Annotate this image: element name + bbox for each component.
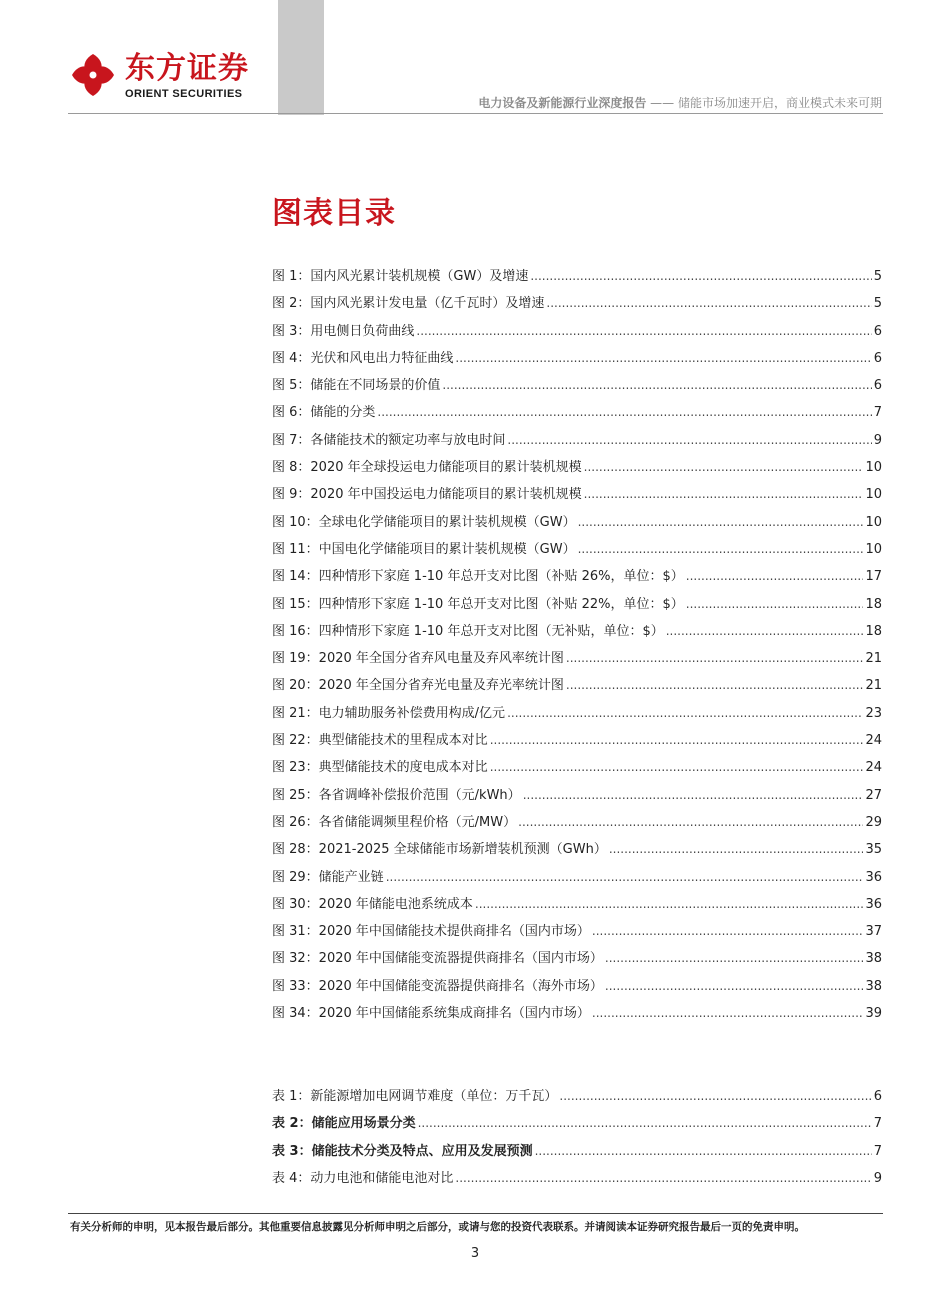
table-entry-page: 7 [873, 1143, 882, 1159]
dot-leader [490, 760, 864, 774]
figure-entry-label: 图 6：储能的分类 [272, 405, 376, 421]
table-entry[interactable] [272, 1140, 882, 1167]
orient-logo-icon [70, 52, 116, 98]
figure-entry[interactable] [272, 838, 882, 865]
dot-leader [592, 924, 864, 938]
dot-leader [686, 597, 864, 611]
figure-entry-page: 6 [873, 378, 882, 394]
figure-entry-label: 图 20：2020 年全国分省弃光电量及弃光率统计图 [272, 678, 564, 694]
dot-leader [566, 678, 864, 692]
table-entry-page: 9 [873, 1170, 882, 1186]
dot-leader [609, 842, 864, 856]
table-entry-page: 6 [873, 1089, 882, 1104]
figure-entry-page: 6 [873, 323, 882, 339]
table-entry-label: 表 3：储能技术分类及特点、应用及发展预测 [272, 1143, 533, 1159]
figure-entry-page: 39 [865, 1006, 882, 1022]
figure-entry[interactable] [272, 893, 882, 920]
brand-name-cn: 东方证券 [125, 51, 249, 86]
figure-entry-page: 21 [865, 651, 882, 667]
dot-leader [584, 487, 864, 501]
page-number: 3 [470, 1246, 480, 1261]
figure-entry[interactable] [272, 947, 882, 974]
figure-entry-label: 图 25：各省调峰补偿报价范围（元/kWh） [272, 787, 521, 803]
dot-leader [386, 870, 864, 884]
figure-entry[interactable] [272, 920, 882, 947]
figure-entry[interactable] [272, 565, 882, 592]
dot-leader [535, 1144, 872, 1158]
figure-entry-page: 10 [865, 460, 882, 476]
figure-entry-page: 6 [873, 350, 882, 366]
figure-entry-label: 图 1：国内风光累计装机规模（GW）及增速 [272, 269, 529, 284]
report-subtitle: 储能市场加速开启，商业模式未来可期 [677, 96, 882, 110]
dot-leader [578, 515, 864, 529]
dot-leader [605, 951, 864, 965]
dot-leader [530, 269, 871, 283]
figure-entry[interactable] [272, 620, 882, 647]
figure-entry-page: 5 [873, 269, 882, 284]
figure-entry-page: 17 [865, 569, 882, 585]
figure-entry-label: 图 26：各省储能调频里程价格（元/MW） [272, 814, 517, 830]
header-divider [68, 113, 883, 114]
figure-entry-page: 10 [865, 487, 882, 503]
report-category: 电力设备及新能源行业深度报告 [478, 96, 647, 110]
dot-leader [490, 733, 864, 747]
figure-entry-page: 38 [865, 978, 882, 994]
dot-leader [377, 405, 871, 419]
figure-entry-page: 7 [873, 405, 882, 421]
report-header [478, 94, 882, 111]
figure-entry-label: 图 14：四种情形下家庭 1-10 年总开支对比图（补贴 26%，单位：$） [272, 569, 684, 585]
figure-entry[interactable] [272, 975, 882, 1002]
figure-entry[interactable] [272, 702, 882, 729]
figure-entry-label: 图 2：国内风光累计发电量（亿千瓦时）及增速 [272, 296, 545, 312]
table-entry[interactable] [272, 1085, 882, 1112]
figure-entry[interactable] [272, 756, 882, 783]
dot-leader [418, 1116, 872, 1130]
figure-entry-page: 36 [865, 896, 882, 912]
dot-leader [507, 433, 871, 447]
figure-entry[interactable] [272, 647, 882, 674]
dot-leader [559, 1089, 871, 1103]
header-decor-bar [278, 0, 324, 115]
dot-leader [584, 460, 864, 474]
footer-disclaimer: 有关分析师的申明，见本报告最后部分。其他重要信息披露见分析师申明之后部分，或请与您的投资代表联系。并请阅读本证券研究报告最后一页的免责申明。 [70, 1221, 805, 1233]
figure-entry-label: 图 22：典型储能技术的里程成本对比 [272, 733, 488, 749]
table-list [272, 1085, 882, 1194]
figure-entry[interactable] [272, 429, 882, 456]
figure-entry-page: 18 [865, 596, 882, 612]
figure-entry[interactable] [272, 483, 882, 510]
dot-leader [523, 788, 864, 802]
header-separator: —— [650, 96, 675, 110]
figure-entry-label: 图 29：储能产业链 [272, 869, 384, 885]
figure-entry[interactable] [272, 292, 882, 319]
figure-entry[interactable] [272, 320, 882, 347]
footer-divider [68, 1213, 883, 1214]
dot-leader [666, 624, 864, 638]
dot-leader [592, 1006, 864, 1020]
figure-entry-label: 图 34：2020 年中国储能系统集成商排名（国内市场） [272, 1006, 590, 1022]
figure-entry-page: 23 [865, 705, 882, 721]
figure-entry-label: 图 30：2020 年储能电池系统成本 [272, 896, 473, 912]
figure-entry[interactable] [272, 674, 882, 701]
figure-entry-page: 29 [865, 814, 882, 830]
figure-entry-label: 图 9：2020 年中国投运电力储能项目的累计装机规模 [272, 487, 582, 503]
figure-entry[interactable] [272, 511, 882, 538]
figure-entry-page: 10 [865, 541, 882, 557]
figure-entry-label: 图 11：中国电化学储能项目的累计装机规模（GW） [272, 541, 576, 557]
figure-entry-label: 图 33：2020 年中国储能变流器提供商排名（海外市场） [272, 978, 603, 994]
table-entry[interactable] [272, 1167, 882, 1194]
figure-entry-label: 图 10：全球电化学储能项目的累计装机规模（GW） [272, 514, 576, 530]
figure-entry[interactable] [272, 729, 882, 756]
brand-name-en: ORIENT SECURITIES [125, 88, 243, 100]
figure-entry[interactable] [272, 784, 882, 811]
dot-leader [518, 815, 863, 829]
figure-entry-label: 图 19：2020 年全国分省弃风电量及弃风率统计图 [272, 651, 564, 667]
figure-entry[interactable] [272, 456, 882, 483]
figure-entry-page: 35 [865, 842, 882, 858]
figure-entry[interactable] [272, 593, 882, 620]
figure-entry-label: 图 21：电力辅助服务补偿费用构成/亿元 [272, 705, 506, 721]
figure-entry-label: 图 8：2020 年全球投运电力储能项目的累计装机规模 [272, 460, 582, 476]
dot-leader [455, 1171, 871, 1185]
figure-entry[interactable] [272, 538, 882, 565]
figure-entry-label: 图 15：四种情形下家庭 1-10 年总开支对比图（补贴 22%，单位：$） [272, 596, 684, 612]
figure-entry-label: 图 32：2020 年中国储能变流器提供商排名（国内市场） [272, 951, 603, 967]
figure-entry-page: 9 [873, 432, 882, 448]
figure-entry-page: 21 [865, 678, 882, 694]
figure-entry-label: 图 23：典型储能技术的度电成本对比 [272, 760, 488, 776]
table-entry-label: 表 1：新能源增加电网调节难度（单位：万千瓦） [272, 1089, 558, 1104]
figure-entry-label: 图 28：2021-2025 全球储能市场新增装机预测（GWh） [272, 842, 607, 858]
figure-entry[interactable] [272, 811, 882, 838]
figure-entry-page: 38 [865, 951, 882, 967]
dot-leader [475, 897, 864, 911]
figure-entry[interactable] [272, 1002, 882, 1029]
figure-entry[interactable] [272, 374, 882, 401]
figure-entry-page: 5 [873, 296, 882, 312]
figure-entry-page: 37 [865, 924, 882, 940]
dot-leader [605, 979, 864, 993]
brand-logo [70, 50, 270, 105]
table-entry-page: 7 [873, 1116, 882, 1132]
figure-entry-page: 27 [865, 787, 882, 803]
figure-entry-label: 图 5：储能在不同场景的价值 [272, 378, 441, 394]
dot-leader [507, 706, 863, 720]
dot-leader [578, 542, 864, 556]
figure-entry[interactable] [272, 265, 882, 292]
dot-leader [455, 351, 871, 365]
figure-entry[interactable] [272, 347, 882, 374]
figure-entry-page: 18 [865, 623, 882, 639]
figure-entry-label: 图 16：四种情形下家庭 1-10 年总开支对比图（无补贴，单位：$） [272, 623, 664, 639]
figure-entry-label: 图 3：用电侧日负荷曲线 [272, 323, 415, 339]
figure-entry-label: 图 31：2020 年中国储能技术提供商排名（国内市场） [272, 924, 590, 940]
figure-list [272, 265, 882, 1029]
dot-leader [416, 324, 871, 338]
dot-leader [686, 569, 864, 583]
figure-entry-label: 图 4：光伏和风电出力特征曲线 [272, 350, 454, 366]
table-entry-label: 表 4：动力电池和储能电池对比 [272, 1170, 454, 1186]
figure-entry-page: 24 [865, 733, 882, 749]
toc-title: 图表目录 [272, 196, 396, 231]
dot-leader [566, 651, 864, 665]
table-entry-label: 表 2：储能应用场景分类 [272, 1116, 416, 1132]
figure-entry[interactable] [272, 401, 882, 428]
figure-entry-page: 36 [865, 869, 882, 885]
table-entry[interactable] [272, 1112, 882, 1139]
dot-leader [442, 378, 871, 392]
figure-entry-page: 24 [865, 760, 882, 776]
dot-leader [546, 296, 871, 310]
figure-entry-label: 图 7：各储能技术的额定功率与放电时间 [272, 432, 506, 448]
figure-entry-page: 10 [865, 514, 882, 530]
figure-entry[interactable] [272, 866, 882, 893]
